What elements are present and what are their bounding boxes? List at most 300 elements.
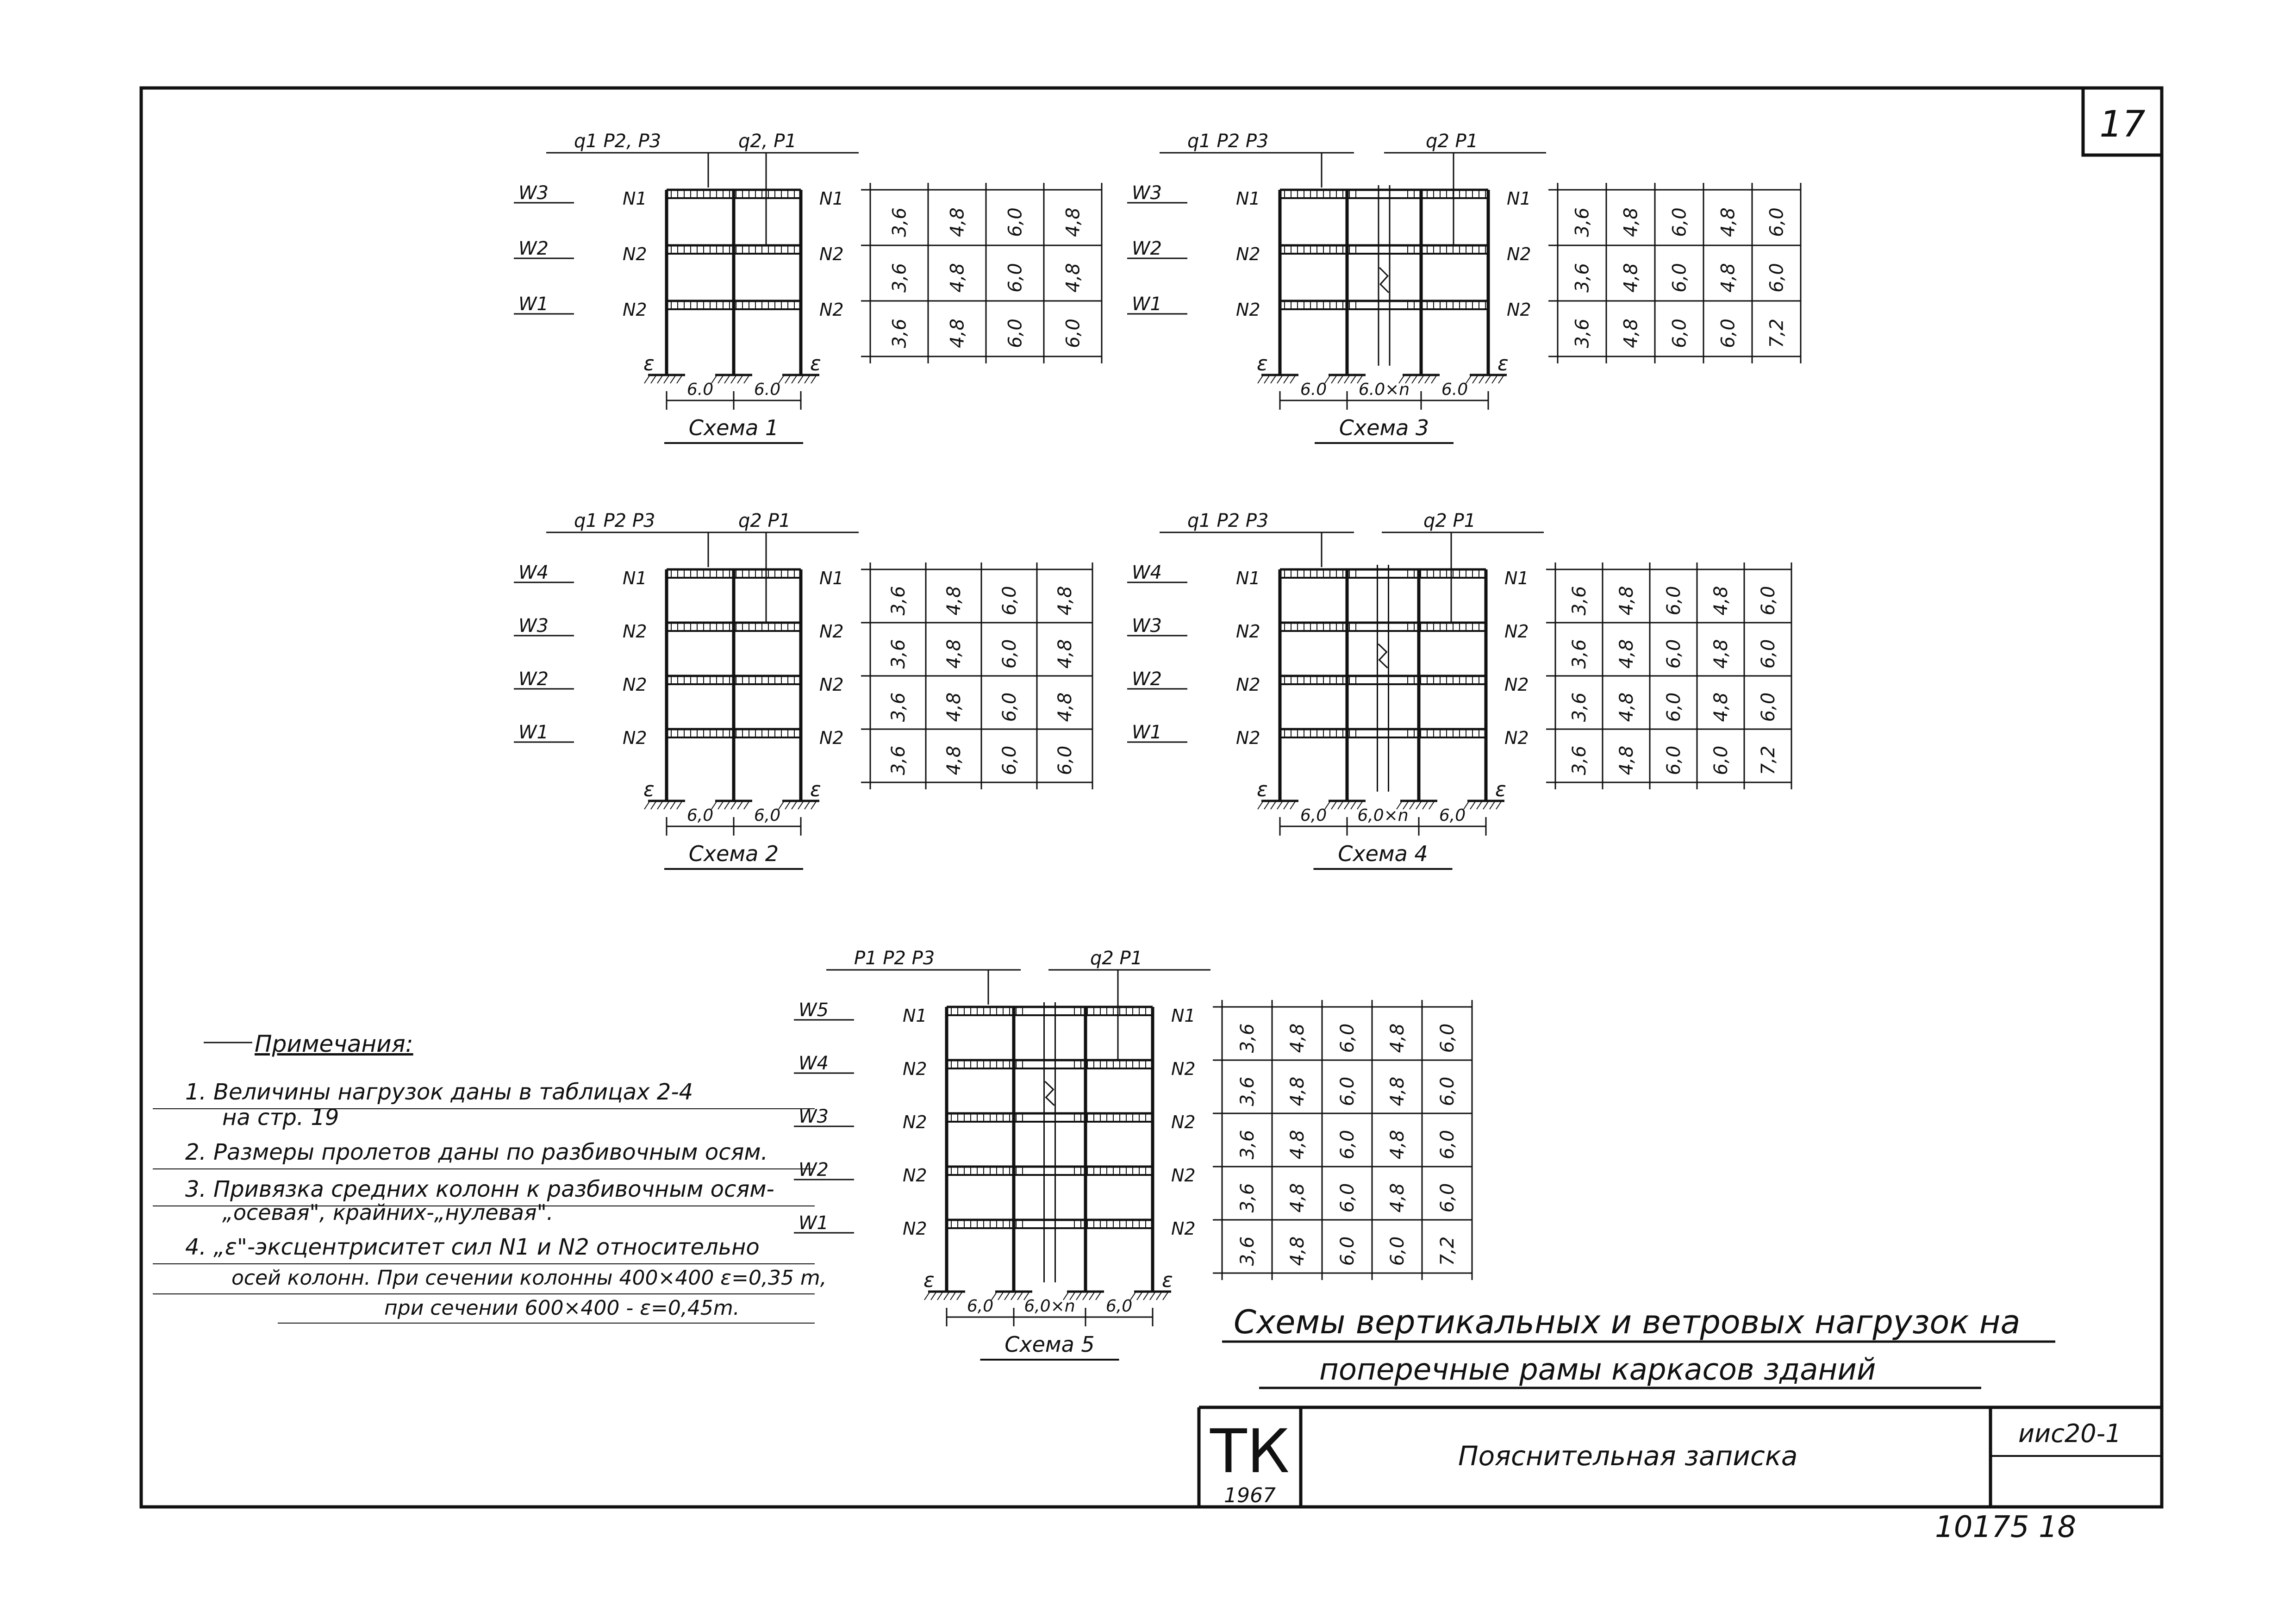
support-hatch — [1271, 801, 1276, 809]
axial-force-label-right: N2 — [1171, 1165, 1196, 1186]
floor-height-value: 4,8 — [1717, 207, 1739, 237]
floor-height-value: 3,6 — [1569, 692, 1590, 722]
support-hatch — [724, 801, 730, 809]
floor-height-value: 4,8 — [1620, 207, 1642, 237]
span-dimension-label: 6,0×n — [1024, 1297, 1075, 1316]
support-hatch — [737, 801, 743, 809]
support-hatch — [1470, 801, 1476, 809]
note-line-3: 2. Размеры пролетов даны по разбивочным осям. — [185, 1139, 768, 1165]
support-hatch — [792, 801, 797, 809]
eccentricity-label-right: ε — [810, 778, 821, 801]
floor-height-value: 3,6 — [1572, 319, 1593, 348]
floor-height-value: 4,8 — [1616, 692, 1637, 722]
note-line-4: 3. Привязка средних колонн к разбивочным осям- — [185, 1176, 774, 1202]
axial-force-label-right: N2 — [1504, 621, 1529, 642]
support-hatch — [1264, 801, 1270, 809]
wind-load-label: W4 — [518, 562, 549, 583]
support-hatch — [1479, 375, 1485, 383]
support-hatch — [1258, 801, 1263, 809]
floor-height-value: 6,0 — [999, 586, 1020, 616]
span-dimension-label: 6.0 — [754, 380, 781, 399]
support-hatch — [1290, 375, 1296, 383]
support-hatch — [664, 375, 669, 383]
floor-height-value: 6,0 — [1717, 319, 1739, 348]
support-hatch — [1338, 375, 1343, 383]
floor-height-value: 3,6 — [888, 745, 909, 775]
span-dimension-label: 6,0 — [686, 806, 714, 825]
axial-force-label-right: N1 — [819, 568, 844, 588]
axial-force-label-right: N2 — [819, 675, 844, 695]
support-hatch — [1258, 375, 1263, 383]
load-label-right: q2, P1 — [738, 131, 797, 152]
floor-height-value: 3,6 — [1237, 1183, 1258, 1213]
floor-height-value: 4,8 — [1287, 1183, 1308, 1213]
support-hatch — [944, 1292, 949, 1300]
floor-height-value: 6,0 — [1758, 586, 1779, 616]
support-hatch — [1076, 1292, 1082, 1300]
scheme-1-frame-diagram — [514, 131, 1102, 443]
support-hatch — [1284, 375, 1289, 383]
axial-force-label-right: N2 — [1507, 244, 1531, 264]
support-hatch — [998, 1292, 1004, 1300]
floor-height-value: 6,0 — [1337, 1183, 1358, 1213]
floor-height-value: 4,8 — [947, 319, 968, 348]
support-hatch — [1017, 1292, 1023, 1300]
wind-load-label: W4 — [799, 1053, 829, 1074]
floor-height-value: 4,8 — [1387, 1130, 1408, 1160]
support-hatch — [651, 801, 656, 809]
floor-height-value: 4,8 — [943, 692, 965, 722]
load-label-left: P1 P2 P3 — [854, 948, 935, 969]
floor-height-value: 6,0 — [1663, 586, 1685, 616]
scheme-title: Схема 5 — [1004, 1332, 1095, 1357]
support-hatch — [1412, 375, 1417, 383]
support-hatch — [718, 375, 724, 383]
support-hatch — [1425, 375, 1430, 383]
axial-force-label-left: N2 — [903, 1112, 927, 1132]
wind-load-label: W3 — [1132, 615, 1162, 637]
floor-height-value: 6,0 — [1437, 1076, 1458, 1106]
title-block-year: 1967 — [1224, 1484, 1276, 1507]
floor-height-value: 7,2 — [1766, 319, 1788, 348]
support-hatch — [785, 801, 791, 809]
support-hatch — [950, 1292, 956, 1300]
scheme-2-frame-diagram — [514, 510, 1092, 869]
floor-height-value: 6,0 — [1663, 745, 1685, 775]
floor-height-value: 4,8 — [943, 586, 965, 616]
wind-load-label: W3 — [518, 182, 549, 204]
wind-load-label: W2 — [518, 668, 549, 690]
support-hatch — [1271, 375, 1276, 383]
caption-line-1: Схемы вертикальных и ветровых нагрузок на — [1234, 1303, 2021, 1341]
support-hatch — [805, 801, 810, 809]
support-hatch — [744, 375, 749, 383]
wind-load-label: W2 — [518, 238, 549, 259]
span-dimension-label: 6.0 — [1300, 380, 1327, 399]
support-hatch — [644, 375, 650, 383]
floor-height-value: 6,0 — [1004, 319, 1026, 348]
support-hatch — [1344, 801, 1350, 809]
floor-height-value: 4,8 — [1387, 1076, 1408, 1106]
scheme-title: Схема 2 — [688, 841, 779, 866]
axial-force-label-right: N2 — [819, 244, 844, 264]
load-label-left: q1 P2, P3 — [574, 131, 661, 152]
support-hatch — [677, 801, 682, 809]
support-hatch — [1011, 1292, 1017, 1300]
support-hatch — [1083, 1292, 1088, 1300]
caption-line-2: поперечные рамы каркасов зданий — [1319, 1353, 1876, 1387]
floor-height-value: 6,0 — [1663, 692, 1685, 722]
support-hatch — [1290, 801, 1296, 809]
floor-height-value: 6,0 — [1337, 1023, 1358, 1053]
axial-force-label-right: N1 — [819, 188, 844, 209]
floor-height-value: 7,2 — [1758, 745, 1779, 775]
support-hatch — [724, 375, 730, 383]
support-hatch — [1277, 375, 1283, 383]
floor-height-value: 4,8 — [1287, 1076, 1308, 1106]
floor-height-value: 4,8 — [1054, 692, 1076, 722]
scheme-3-frame-diagram — [1127, 131, 1801, 443]
floor-height-value: 4,8 — [1710, 639, 1732, 669]
floor-height-value: 3,6 — [889, 263, 911, 293]
support-hatch — [1156, 1292, 1162, 1300]
load-label-right: q2 P1 — [1423, 510, 1476, 531]
support-hatch — [937, 1292, 943, 1300]
span-dimension-label: 6,0×n — [1357, 806, 1409, 825]
floor-height-value: 6,0 — [1387, 1236, 1408, 1266]
span-dimension-label: 6,0 — [1439, 806, 1466, 825]
axial-force-label-left: N2 — [623, 728, 647, 748]
wind-load-label: W1 — [1132, 294, 1162, 315]
axial-force-label-right: N2 — [1504, 675, 1529, 695]
notes-block — [153, 1031, 827, 1323]
page-number: 17 — [2099, 104, 2146, 145]
wind-load-label: W1 — [518, 294, 549, 315]
floor-height-value: 4,8 — [1710, 692, 1732, 722]
support-hatch — [792, 375, 797, 383]
support-hatch — [1143, 1292, 1149, 1300]
span-dimension-label: 6,0 — [1300, 806, 1327, 825]
floor-height-value: 3,6 — [1569, 745, 1590, 775]
document-title: Пояснительная записка — [1458, 1440, 1798, 1472]
support-hatch — [1485, 375, 1491, 383]
load-label-right: q2 P1 — [1426, 131, 1479, 152]
floor-height-value: 4,8 — [943, 639, 965, 669]
support-hatch — [677, 375, 682, 383]
support-hatch — [1004, 1292, 1010, 1300]
wind-load-label: W3 — [799, 1106, 829, 1127]
scheme-title: Схема 3 — [1339, 415, 1429, 440]
support-hatch — [1423, 801, 1428, 809]
floor-height-value: 4,8 — [947, 207, 968, 237]
load-label-right: q2 P1 — [738, 510, 791, 531]
span-dimension-label: 6.0 — [686, 380, 714, 399]
wind-load-label: W3 — [1132, 182, 1162, 204]
load-label-left: q1 P2 P3 — [1187, 510, 1269, 531]
support-hatch — [1344, 375, 1350, 383]
floor-height-value: 4,8 — [947, 263, 968, 293]
floor-height-value: 3,6 — [888, 639, 909, 669]
wind-load-label: W2 — [1132, 238, 1162, 259]
title-block — [1199, 1407, 2162, 1507]
floor-height-value: 4,8 — [1710, 586, 1732, 616]
break-mark — [1045, 1081, 1054, 1106]
support-hatch — [1490, 801, 1495, 809]
floor-height-value: 6,0 — [1437, 1183, 1458, 1213]
axial-force-label-left: N1 — [903, 1006, 927, 1026]
floor-height-value: 3,6 — [888, 586, 909, 616]
support-hatch — [805, 375, 810, 383]
floor-height-value: 6,0 — [999, 639, 1020, 669]
support-hatch — [737, 375, 743, 383]
span-dimension-label: 6.0 — [1441, 380, 1468, 399]
floor-height-value: 3,6 — [1237, 1023, 1258, 1053]
wind-load-label: W1 — [518, 722, 549, 743]
sheet-caption — [1222, 1303, 2055, 1388]
title-block-logo: ТК — [1210, 1416, 1290, 1487]
wind-load-label: W5 — [799, 999, 829, 1021]
eccentricity-label-right: ε — [1162, 1268, 1173, 1292]
floor-height-value: 4,8 — [1717, 263, 1739, 293]
support-hatch — [1137, 1292, 1142, 1300]
floor-height-value: 4,8 — [1062, 207, 1084, 237]
floor-height-value: 3,6 — [1237, 1076, 1258, 1106]
floor-height-value: 6,0 — [1766, 263, 1788, 293]
floor-height-value: 6,0 — [1337, 1076, 1358, 1106]
floor-height-value: 6,0 — [1437, 1023, 1458, 1053]
floor-height-value: 4,8 — [1287, 1236, 1308, 1266]
scheme-title: Схема 1 — [688, 415, 779, 440]
floor-height-value: 4,8 — [943, 745, 965, 775]
support-hatch — [1096, 1292, 1101, 1300]
floor-height-value: 6,0 — [999, 692, 1020, 722]
support-hatch — [670, 375, 676, 383]
load-label-left: q1 P2 P3 — [1187, 131, 1269, 152]
axial-force-label-left: N2 — [903, 1165, 927, 1186]
support-hatch — [811, 801, 817, 809]
axial-force-label-left: N2 — [623, 300, 647, 320]
axial-force-label-left: N2 — [1236, 244, 1260, 264]
floor-height-value: 4,8 — [1620, 263, 1642, 293]
axial-force-label-right: N2 — [1504, 728, 1529, 748]
floor-height-value: 3,6 — [1572, 263, 1593, 293]
wind-load-label: W1 — [799, 1212, 829, 1234]
support-hatch — [931, 1292, 936, 1300]
axial-force-label-right: N1 — [1507, 188, 1531, 209]
floor-height-value: 3,6 — [1237, 1130, 1258, 1160]
support-hatch — [1331, 375, 1337, 383]
support-hatch — [651, 375, 656, 383]
floor-height-value: 6,0 — [999, 745, 1020, 775]
axial-force-label-left: N2 — [623, 244, 647, 264]
floor-height-value: 3,6 — [1237, 1236, 1258, 1266]
note-line-7: осей колонн. При сечении колонны 400×400 ε=0,35 m, — [231, 1266, 827, 1290]
axial-force-label-left: N2 — [623, 675, 647, 695]
axial-force-label-left: N1 — [623, 188, 647, 209]
floor-height-value: 4,8 — [1054, 586, 1076, 616]
support-hatch — [1416, 801, 1422, 809]
eccentricity-label-left: ε — [1257, 352, 1268, 375]
support-hatch — [657, 801, 663, 809]
axial-force-label-right: N2 — [1171, 1218, 1196, 1239]
load-label-right: q2 P1 — [1090, 948, 1143, 969]
floor-height-value: 4,8 — [1287, 1023, 1308, 1053]
floor-height-value: 4,8 — [1062, 263, 1084, 293]
support-hatch — [744, 801, 749, 809]
floor-height-value: 4,8 — [1616, 586, 1637, 616]
eccentricity-label-left: ε — [1257, 778, 1268, 801]
span-dimension-label: 6,0 — [1105, 1297, 1133, 1316]
eccentricity-label-left: ε — [923, 1268, 935, 1292]
support-hatch — [644, 801, 650, 809]
support-hatch — [1410, 801, 1415, 809]
floor-height-value: 4,8 — [1387, 1183, 1408, 1213]
span-dimension-label: 6.0×n — [1358, 380, 1410, 399]
support-hatch — [1150, 1292, 1155, 1300]
floor-height-value: 3,6 — [1572, 207, 1593, 237]
support-hatch — [957, 1292, 962, 1300]
floor-height-value: 6,0 — [1766, 207, 1788, 237]
scheme-5-frame-diagram — [794, 948, 1472, 1360]
axial-force-label-right: N2 — [819, 621, 844, 642]
floor-height-value: 4,8 — [1287, 1130, 1308, 1160]
note-line-1: 1. Величины нагрузок даны в таблицах 2-4 — [185, 1079, 693, 1105]
support-hatch — [1418, 375, 1424, 383]
wind-load-label: W1 — [1132, 722, 1162, 743]
axial-force-label-right: N1 — [1171, 1006, 1196, 1026]
floor-height-value: 6,0 — [1669, 263, 1691, 293]
axial-force-label-left: N2 — [903, 1218, 927, 1239]
floor-height-value: 7,2 — [1437, 1236, 1458, 1266]
floor-height-value: 3,6 — [889, 207, 911, 237]
support-hatch — [731, 801, 736, 809]
floor-height-value: 6,0 — [1758, 692, 1779, 722]
span-dimension-label: 6,0 — [967, 1297, 994, 1316]
floor-height-value: 6,0 — [1004, 207, 1026, 237]
support-hatch — [1163, 1292, 1168, 1300]
note-line-8: при сечении 600×400 - ε=0,45m. — [384, 1296, 740, 1320]
axial-force-label-left: N2 — [1236, 621, 1260, 642]
eccentricity-label-right: ε — [1497, 352, 1509, 375]
floor-height-value: 6,0 — [1669, 207, 1691, 237]
support-hatch — [1498, 375, 1504, 383]
support-hatch — [731, 375, 736, 383]
scheme-4-frame-diagram — [1127, 510, 1791, 869]
note-line-2: на стр. 19 — [222, 1105, 339, 1131]
floor-height-value: 6,0 — [1004, 263, 1026, 293]
floor-height-value: 3,6 — [1569, 639, 1590, 669]
floor-height-value: 6,0 — [1062, 319, 1084, 348]
support-hatch — [1429, 801, 1435, 809]
axial-force-label-right: N1 — [1504, 568, 1529, 588]
wind-load-label: W4 — [1132, 562, 1162, 583]
axial-force-label-right: N2 — [819, 300, 844, 320]
floor-height-value: 3,6 — [1569, 586, 1590, 616]
support-hatch — [1477, 801, 1482, 809]
support-hatch — [718, 801, 724, 809]
support-hatch — [798, 375, 804, 383]
support-hatch — [1496, 801, 1502, 809]
floor-height-value: 4,8 — [1616, 639, 1637, 669]
axial-force-label-right: N2 — [819, 728, 844, 748]
support-hatch — [798, 801, 804, 809]
span-dimension-label: 6,0 — [754, 806, 781, 825]
floor-height-value: 4,8 — [1054, 639, 1076, 669]
floor-height-value: 4,8 — [1616, 745, 1637, 775]
wind-load-label: W3 — [518, 615, 549, 637]
support-hatch — [1331, 801, 1337, 809]
axial-force-label-left: N2 — [1236, 300, 1260, 320]
axial-force-label-left: N1 — [1236, 188, 1260, 209]
axial-force-label-left: N1 — [1236, 568, 1260, 588]
floor-height-value: 6,0 — [1054, 745, 1076, 775]
support-hatch — [1492, 375, 1497, 383]
eccentricity-label-right: ε — [1495, 778, 1506, 801]
support-hatch — [657, 375, 663, 383]
support-hatch — [664, 801, 669, 809]
floor-height-value: 4,8 — [1387, 1023, 1408, 1053]
note-line-6: 4. „ε"-эксцентриситет сил N1 и N2 относительно — [185, 1234, 760, 1260]
note-line-5: „осевая", крайних-„нулевая". — [222, 1200, 554, 1225]
notes-heading: Примечания: — [255, 1031, 413, 1057]
support-hatch — [924, 1292, 930, 1300]
floor-height-value: 6,0 — [1669, 319, 1691, 348]
floor-height-value: 6,0 — [1710, 745, 1732, 775]
support-hatch — [1351, 801, 1356, 809]
series-code: иис20-1 — [2018, 1419, 2121, 1448]
axial-force-label-right: N2 — [1507, 300, 1531, 320]
support-hatch — [785, 375, 791, 383]
floor-height-value: 6,0 — [1337, 1130, 1358, 1160]
wind-load-label: W2 — [799, 1159, 829, 1181]
floor-height-value: 4,8 — [1620, 319, 1642, 348]
axial-force-label-left: N2 — [1236, 728, 1260, 748]
floor-height-value: 6,0 — [1758, 639, 1779, 669]
eccentricity-label-left: ε — [643, 778, 655, 801]
support-hatch — [1284, 801, 1289, 809]
floor-height-value: 6,0 — [1437, 1130, 1458, 1160]
support-hatch — [1264, 375, 1270, 383]
support-hatch — [811, 375, 817, 383]
support-hatch — [1338, 801, 1343, 809]
support-hatch — [1277, 801, 1283, 809]
eccentricity-label-right: ε — [810, 352, 821, 375]
break-mark — [1379, 268, 1389, 293]
support-hatch — [1351, 375, 1356, 383]
axial-force-label-left: N2 — [903, 1059, 927, 1079]
support-hatch — [670, 801, 676, 809]
support-hatch — [1089, 1292, 1095, 1300]
axial-force-label-right: N2 — [1171, 1112, 1196, 1132]
break-mark — [1379, 644, 1388, 668]
wind-load-label: W2 — [1132, 668, 1162, 690]
axial-force-label-right: N2 — [1171, 1059, 1196, 1079]
eccentricity-label-left: ε — [643, 352, 655, 375]
axial-force-label-left: N2 — [1236, 675, 1260, 695]
support-hatch — [1483, 801, 1489, 809]
support-hatch — [1472, 375, 1478, 383]
load-label-left: q1 P2 P3 — [574, 510, 655, 531]
floor-height-value: 6,0 — [1663, 639, 1685, 669]
axial-force-label-left: N2 — [623, 621, 647, 642]
axial-force-label-left: N1 — [623, 568, 647, 588]
support-hatch — [1431, 375, 1437, 383]
sheet-number: 10175 18 — [1935, 1510, 2077, 1544]
floor-height-value: 3,6 — [888, 692, 909, 722]
scheme-title: Схема 4 — [1338, 841, 1428, 866]
floor-height-value: 6,0 — [1337, 1236, 1358, 1266]
floor-height-value: 3,6 — [889, 319, 911, 348]
